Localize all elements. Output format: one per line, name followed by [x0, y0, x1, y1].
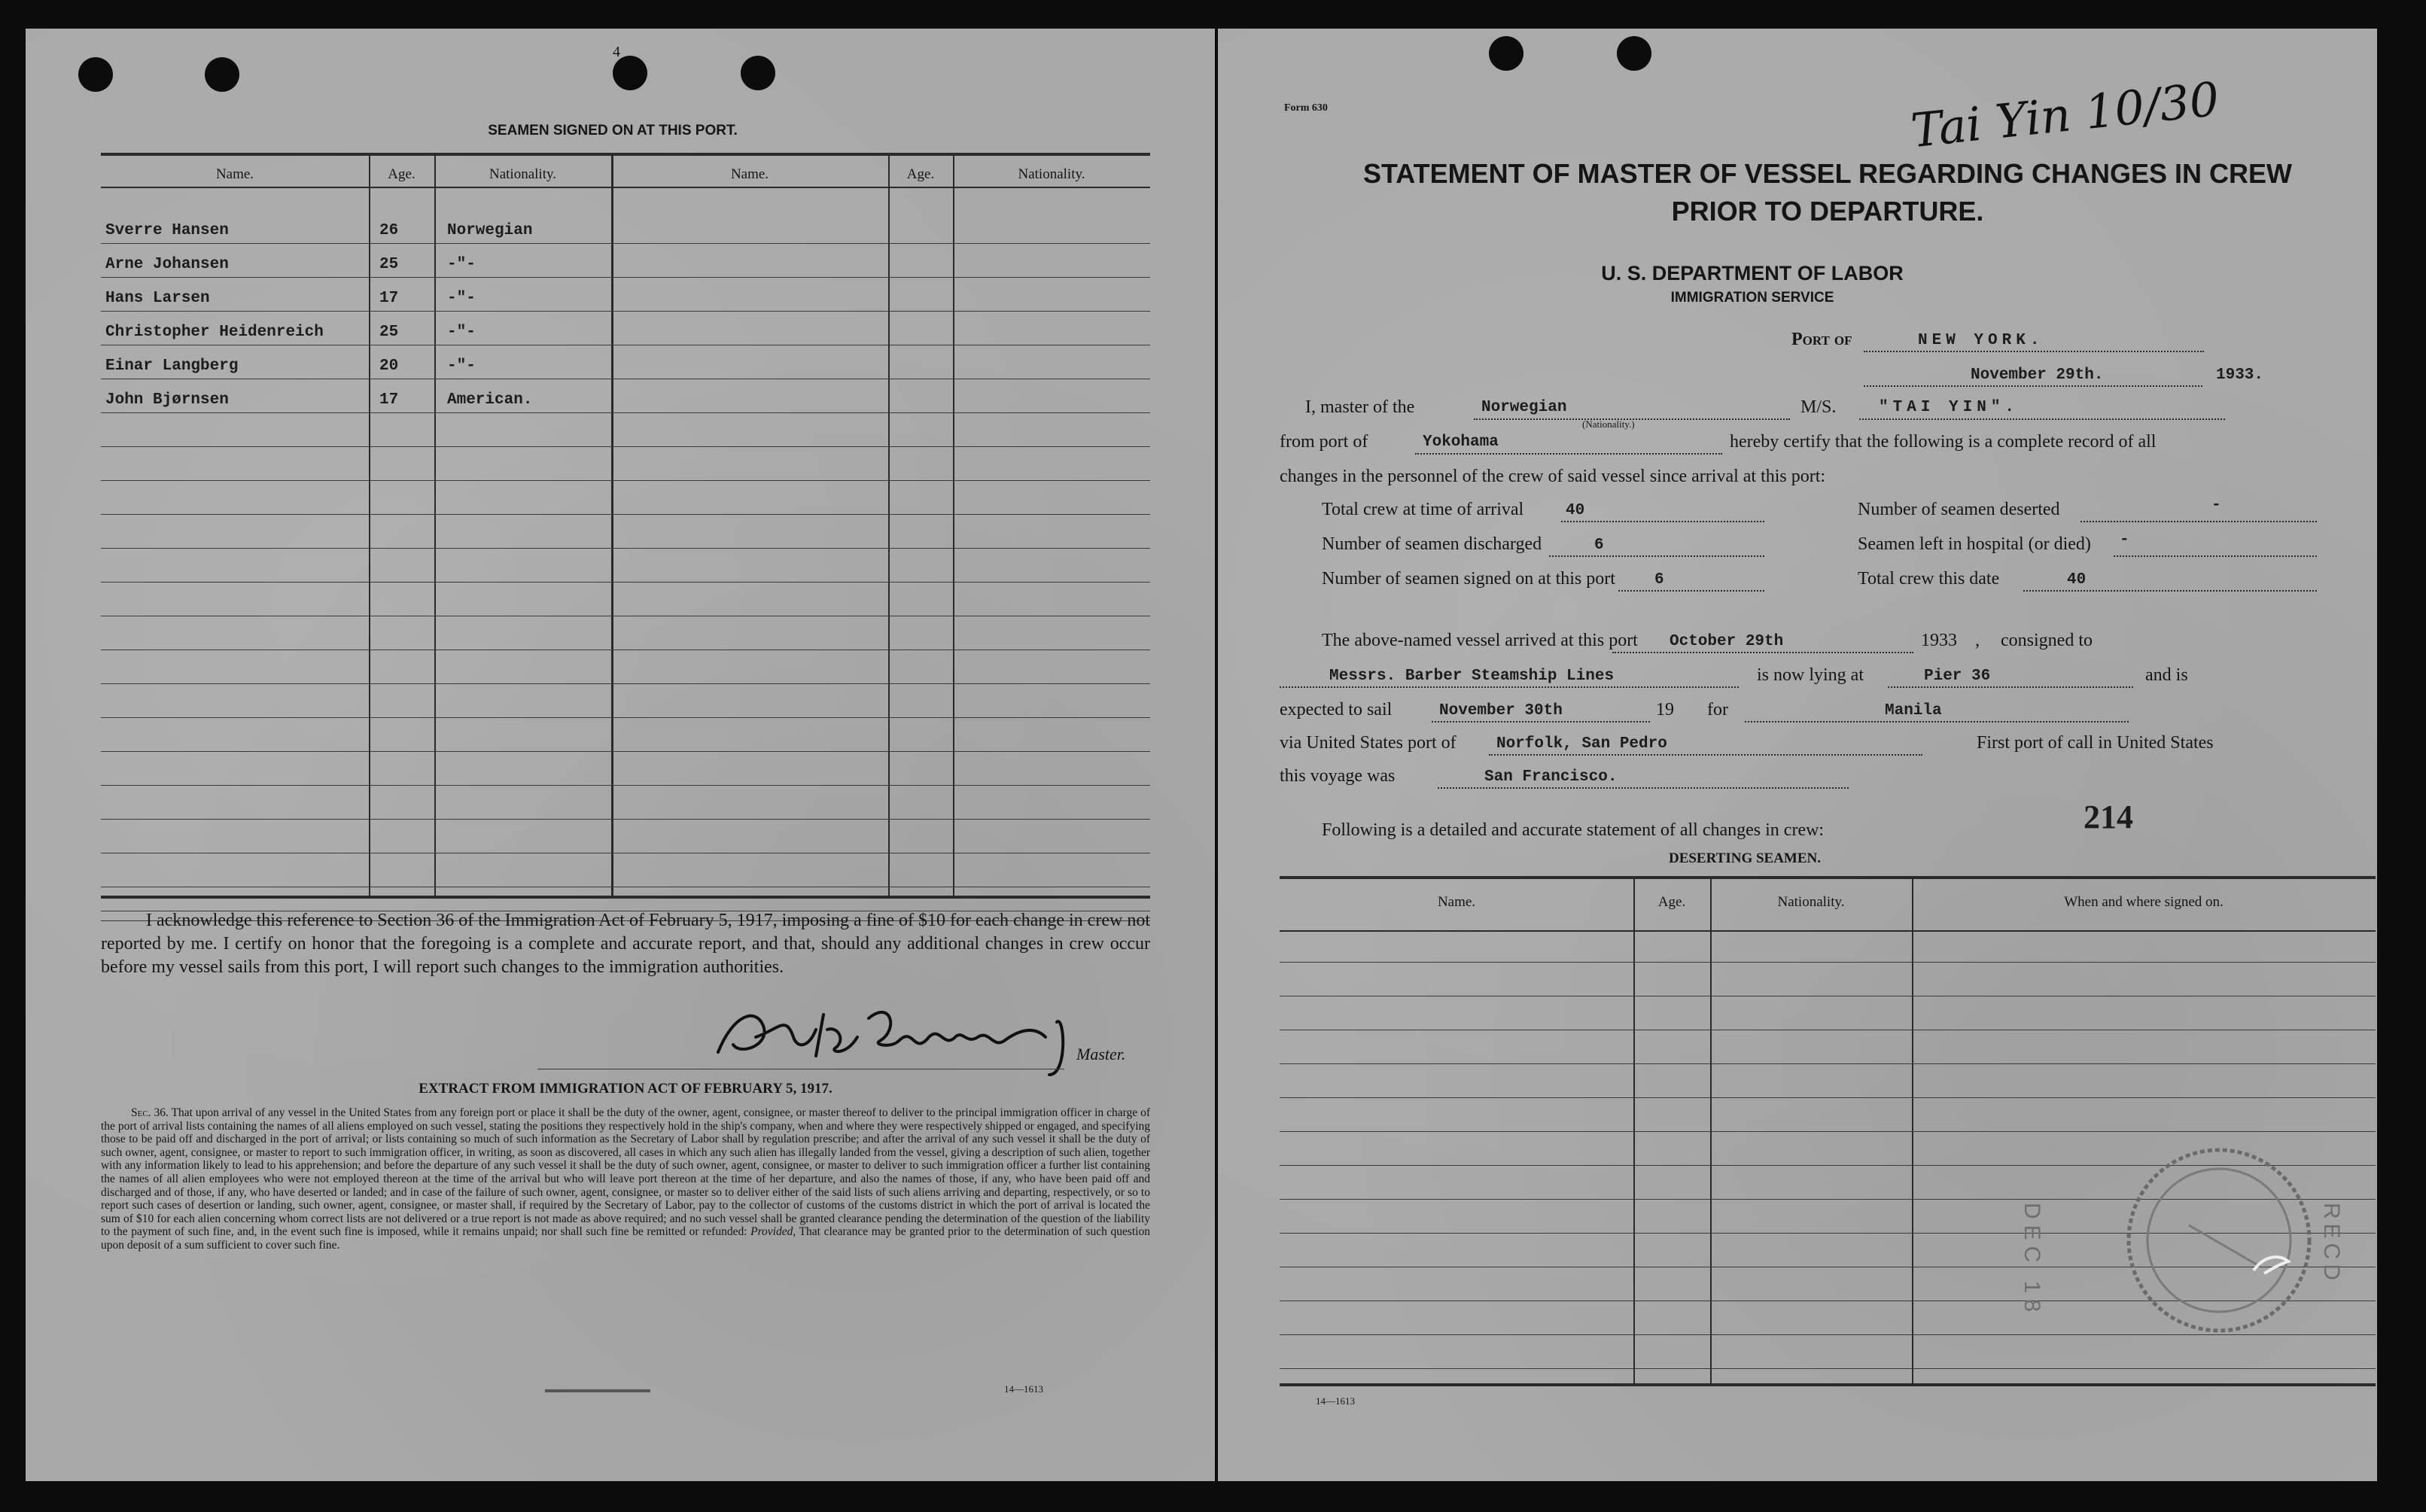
punch-hole	[1617, 36, 1651, 71]
received-stamp	[2106, 1135, 2332, 1346]
hospital-value: -	[2120, 531, 2129, 549]
form-title-line2: PRIOR TO DEPARTURE.	[1671, 196, 1984, 227]
consignee-value: Messrs. Barber Steamship Lines	[1329, 668, 1615, 685]
extract-title: EXTRACT FROM IMMIGRATION ACT OF FEBRUARY 5, 1917.	[419, 1081, 833, 1097]
extract-body	[101, 1106, 1150, 1252]
col-header-name: Name.	[1437, 894, 1476, 910]
table-rule	[1280, 1063, 2376, 1064]
seamen-deserted-label: Number of seamen deserted	[1858, 500, 2060, 519]
col-header-when-where: When and where signed on.	[2064, 894, 2224, 910]
nationality-caption: (Nationality.)	[1582, 418, 1635, 430]
from-port-value: Yokohama	[1423, 434, 1499, 451]
total-crew-arrival-value: 40	[1566, 502, 1585, 519]
col-header-name: Name.	[215, 166, 254, 182]
table-top-rule	[1280, 876, 2376, 879]
seaman-name: Einar Langberg	[105, 357, 239, 375]
table-rule	[101, 412, 1150, 413]
table-header-rule	[101, 187, 1150, 188]
seaman-name: John Bjørnsen	[105, 391, 229, 409]
arrived-label: The above-named vessel arrived at this port	[1322, 631, 1638, 650]
first-port-label: First port of call in United States	[1977, 733, 2214, 753]
acknowledgement-text: I acknowledge this reference to Section 36 of the Immigration Act of February 5, 1917, imposing a fine of $10 for each change in crew not reported by me. I certify on honor that the foregoing is a complete and accurate report, and that, should any additional changes in crew occur before my vessel sails from this port, I will report such changes to the immigration authorities.	[101, 911, 1150, 977]
seaman-name: Arne Johansen	[105, 256, 229, 273]
seaman-nationality: -"-	[447, 290, 476, 307]
nationality-value: Norwegian	[1481, 399, 1567, 416]
check-mark	[2249, 1248, 2294, 1278]
seaman-age: 17	[379, 290, 399, 307]
col-header-name: Name.	[730, 166, 769, 182]
table-rule	[101, 480, 1150, 481]
col-header-nationality: Nationality.	[1777, 894, 1845, 910]
punch-hole	[741, 56, 775, 90]
via-value: Norfolk, San Pedro	[1496, 735, 1667, 753]
col-header-nationality: Nationality.	[1018, 166, 1085, 182]
right-footer-code: 14—1613	[1316, 1395, 1355, 1407]
department-name: U. S. DEPARTMENT OF LABOR	[1601, 262, 1904, 284]
left-page	[26, 29, 1215, 1481]
sail-date-value: November 30th	[1439, 702, 1563, 719]
seaman-nationality: -"-	[447, 324, 476, 341]
extract-proviso-label: Provided,	[750, 1225, 796, 1239]
following-text: Following is a detailed and accurate statement of all changes in crew:	[1322, 820, 1825, 840]
and-is-text: and is	[2145, 665, 2188, 685]
table-bottom-rule	[101, 896, 1150, 899]
table-rule	[101, 548, 1150, 549]
seaman-age: 17	[379, 391, 399, 409]
seaman-name: Hans Larsen	[105, 290, 210, 307]
table-rule	[1280, 962, 2376, 963]
table-bottom-rule	[1280, 1383, 2376, 1386]
voyage-value: San Francisco.	[1484, 768, 1618, 786]
table-rule	[101, 717, 1150, 718]
form-title-line1: STATEMENT OF MASTER OF VESSEL REGARDING CHANGES IN CREW	[1362, 158, 2293, 189]
port-value: NEW YORK.	[1918, 332, 2044, 349]
col-header-nationality: Nationality.	[489, 166, 556, 182]
underline	[2081, 500, 2317, 522]
total-crew-date-value: 40	[2067, 571, 2087, 589]
table-header-rule	[1280, 930, 2376, 932]
comma: ,	[1975, 631, 1980, 650]
left-footer-code: 14—1613	[1004, 1383, 1043, 1395]
right-page	[1218, 29, 2377, 1481]
expected-label: expected to sail	[1280, 700, 1393, 719]
signed-on-label: Number of seamen signed on at this port	[1322, 569, 1615, 589]
seamen-deserted-value: -	[2211, 497, 2221, 514]
seamen-discharged-value: 6	[1594, 537, 1604, 554]
seaman-nationality: Norwegian	[447, 222, 533, 239]
hospital-label: Seamen left in hospital (or died)	[1858, 534, 2091, 554]
pier-value: Pier 36	[1924, 668, 1991, 685]
total-crew-arrival-label: Total crew at time of arrival	[1322, 500, 1524, 519]
punch-hole	[78, 57, 113, 92]
lying-label: is now lying at	[1757, 665, 1864, 685]
table-rule	[101, 243, 1150, 244]
table-rule	[101, 582, 1150, 583]
underline	[1561, 500, 1764, 522]
underline	[1618, 569, 1764, 592]
recd-stamp: RECD	[2319, 1203, 2344, 1285]
table-rule	[101, 277, 1150, 278]
table-rule	[101, 819, 1150, 820]
vessel-value: "TAI YIN".	[1879, 399, 2020, 416]
table-rule	[101, 311, 1150, 312]
col-header-age: Age.	[388, 166, 415, 182]
seaman-nationality: American.	[447, 391, 533, 409]
form-number: Form 630	[1284, 102, 1328, 114]
punch-hole	[205, 57, 239, 92]
seamen-discharged-label: Number of seamen discharged	[1322, 534, 1542, 554]
certify-text: hereby certify that the following is a complete record of all	[1730, 432, 2157, 452]
ms-label: M/S.	[1800, 397, 1837, 417]
col-header-age: Age.	[1657, 894, 1686, 910]
extract-section-text: That upon arrival of any vessel in the United States from any foreign port or place it shall be the duty of the owner, agent, consignee, or master thereof to deliver to the principal immigration officer in charge of the port of arrival lists containing the names of all aliens employed on such vessel, stating the positions they respectively hold in the ship's company, when and where they were respectively shipped or engaged, and specifying those to be paid off and discharged in the port of arrival; or lists containing so much of such information as the Secretary of Labor shall by regulation prescribe; and after the arrival of any such vessel it shall be the duty of such owner, agent, consignee, or master to report to such immigration officer, in writing, as soon as discovered, all cases in which any such alien has illegally landed from the vessel, giving a description of such alien, together with any information likely to lead to his apprehension; and before the departure of any such vessel it shall be the duty of such owner, agent, consignee, or master to deliver to such immigration officer a further list containing the names of all alien employees who were not employed thereon at the time of the arrival but who will leave port thereon at the time of her departure, and also the names of those, if any, who have been paid off and discharged and of those, if any, who have deserted or landed; and in case of the failure of such owner, agent, consignee, or master so to deliver either of the said lists of such aliens arriving and departing, respectively, or so to report such cases of desertion or landing, such owner, agent, consignee, or master shall, if required by the Secretary of Labor, pay to the collector of customs of the customs district in which the port of arrival is located the sum of $10 for each alien concerning whom correct lists are not delivered or a true report is not made as above required; and no such vessel shall be granted clearance pending the determination of the question of the liability to the payment of such fine, and, in the event such fine is imposed, while it remains unpaid; nor shall such fine be remitted or refunded:	[101, 1106, 1150, 1239]
table-rule	[101, 785, 1150, 786]
printer-imprint	[545, 1389, 650, 1392]
table-top-rule	[101, 153, 1150, 156]
seaman-name: Christopher Heidenreich	[105, 324, 324, 341]
table-rule	[101, 751, 1150, 752]
document-number: 214	[2084, 799, 2133, 835]
signed-on-value: 6	[1654, 571, 1664, 589]
seaman-nationality: -"-	[447, 256, 476, 273]
year-value: 1933.	[2216, 367, 2264, 384]
changes-text: changes in the personnel of the crew of said vessel since arrival at this port:	[1280, 467, 1826, 486]
via-label: via United States port of	[1280, 733, 1457, 753]
consigned-label: consigned to	[2001, 631, 2093, 650]
deserting-title: DESERTING SEAMEN.	[1668, 850, 1822, 866]
master-label: Master.	[1076, 1045, 1126, 1063]
handwritten-note: Tai Yin 10/30	[1908, 71, 2222, 159]
destination-value: Manila	[1885, 702, 1942, 719]
col-header-age: Age.	[906, 166, 935, 182]
seaman-nationality: -"-	[447, 357, 476, 375]
underline	[2114, 534, 2317, 557]
extract-proviso-text: That clearance may be granted prior to the determination of such question upon deposit of a sum sufficient to cover such fine.	[101, 1225, 1150, 1252]
signed-on-title: SEAMEN SIGNED ON AT THIS PORT.	[488, 123, 738, 138]
date-value: November 29th.	[1971, 367, 2104, 384]
seaman-age: 20	[379, 357, 399, 375]
table-rule	[1280, 1131, 2376, 1132]
total-crew-date-label: Total crew this date	[1858, 569, 2000, 589]
table-rule	[1280, 1368, 2376, 1369]
table-rule	[101, 446, 1150, 447]
master-signature	[703, 984, 1094, 1082]
seaman-age: 26	[379, 222, 399, 239]
seaman-age: 25	[379, 324, 399, 341]
table-rule	[1280, 1097, 2376, 1098]
extract-section-label: Sec. 36.	[131, 1106, 169, 1119]
table-rule	[101, 514, 1150, 515]
seaman-name: Sverre Hansen	[105, 222, 229, 239]
page-number: 4	[613, 44, 620, 60]
master-of-label: I, master of the	[1305, 397, 1415, 417]
arrived-year: 1933	[1921, 631, 1957, 650]
port-label: Port of	[1791, 330, 1852, 349]
century-label: 19	[1656, 700, 1674, 719]
from-port-label: from port of	[1280, 432, 1368, 452]
voyage-label: this voyage was	[1280, 766, 1396, 786]
table-rule	[101, 683, 1150, 684]
arrived-value: October 29th	[1670, 633, 1784, 650]
stamp-date: DEC 18	[2020, 1203, 2044, 1319]
underline	[1549, 534, 1764, 557]
service-name: IMMIGRATION SERVICE	[1670, 290, 1834, 306]
for-label: for	[1707, 700, 1728, 719]
seaman-age: 25	[379, 256, 399, 273]
punch-hole	[1489, 36, 1523, 71]
